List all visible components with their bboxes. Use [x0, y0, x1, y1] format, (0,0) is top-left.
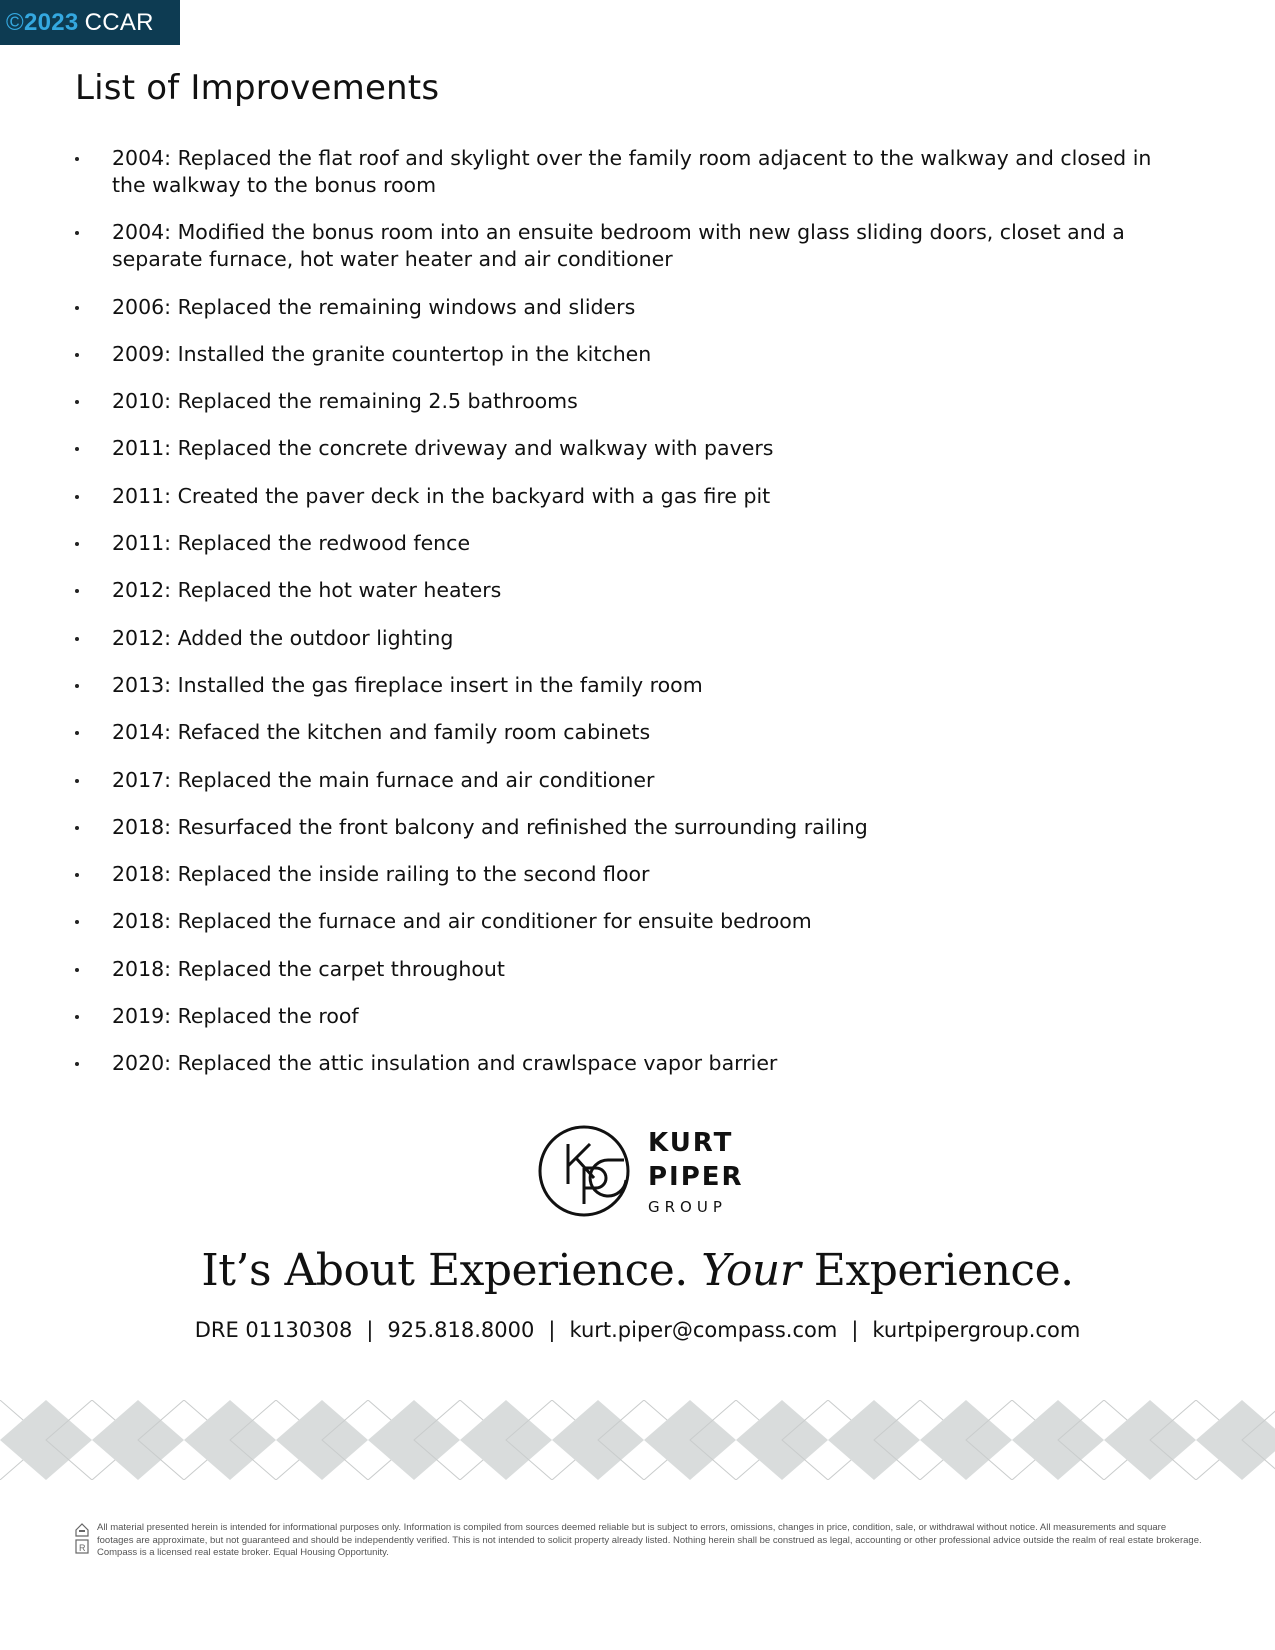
bullet-icon: [75, 826, 79, 830]
separator: |: [851, 1318, 859, 1342]
improvement-text: 2006: Replaced the remaining windows and sliders: [112, 294, 636, 319]
bullet-icon: [75, 637, 79, 641]
improvement-item: [75, 861, 1185, 888]
improvement-item: [75, 341, 1185, 368]
improvement-text: 2018: Replaced the furnace and air conditioner for ensuite bedroom: [112, 909, 812, 934]
improvement-text: 2019: Replaced the roof: [112, 1004, 359, 1029]
bullet-icon: [75, 400, 79, 404]
bullet-icon: [75, 495, 79, 499]
improvement-item: [75, 294, 1185, 321]
improvement-text: 2004: Replaced the flat roof and skylight over the family room adjacent to the walkway and closed in the walkway to the bonus room: [112, 146, 1152, 197]
improvement-text: 2010: Replaced the remaining 2.5 bathrooms: [112, 389, 578, 414]
improvement-text: 2009: Installed the granite countertop in the kitchen: [112, 341, 652, 366]
improvement-item: [75, 145, 1185, 199]
improvement-text: 2018: Resurfaced the front balcony and refinished the surrounding railing: [112, 814, 868, 839]
improvement-text: 2012: Replaced the hot water heaters: [112, 578, 502, 603]
improvement-item: [75, 388, 1185, 415]
improvement-item: [75, 814, 1185, 841]
bullet-icon: [75, 731, 79, 735]
bullet-icon: [75, 684, 79, 688]
improvement-text: 2020: Replaced the attic insulation and crawlspace vapor barrier: [112, 1051, 778, 1076]
contact-line: [0, 1318, 1275, 1342]
bullet-icon: [75, 779, 79, 783]
dre-number: DRE 01130308: [194, 1318, 353, 1342]
improvement-text: 2017: Replaced the main furnace and air conditioner: [112, 767, 655, 792]
improvement-text: 2011: Replaced the concrete driveway and walkway with pavers: [112, 436, 774, 461]
svg-text:R: R: [79, 1543, 86, 1553]
bullet-icon: [75, 306, 79, 310]
improvement-item: [75, 530, 1185, 557]
bullet-icon: [75, 353, 79, 357]
tagline-emphasis: Your: [701, 1245, 801, 1296]
improvement-item: [75, 435, 1185, 462]
website-link[interactable]: kurtpipergroup.com: [872, 1318, 1081, 1342]
improvement-item: [75, 956, 1185, 983]
phone-number[interactable]: 925.818.8000: [387, 1318, 535, 1342]
improvement-item: [75, 908, 1185, 935]
separator: |: [548, 1318, 556, 1342]
improvement-text: 2014: Refaced the kitchen and family room cabinets: [112, 720, 651, 745]
improvement-text: 2011: Created the paver deck in the backyard with a gas fire pit: [112, 483, 771, 508]
tagline: [0, 1245, 1275, 1296]
bullet-icon: [75, 157, 79, 161]
bullet-icon: [75, 447, 79, 451]
separator: |: [366, 1318, 374, 1342]
bullet-icon: [75, 873, 79, 877]
bullet-icon: [75, 1062, 79, 1066]
equal-housing-icon: [75, 1522, 89, 1558]
bullet-icon: [75, 231, 79, 235]
logo-line-group: GROUP: [648, 1198, 727, 1216]
improvement-text: 2004: Modified the bonus room into an ensuite bedroom with new glass sliding doors, closet and a separate furnace, hot water heater and air conditioner: [112, 220, 1125, 272]
diamond-pattern-band: [0, 1400, 1275, 1480]
bullet-icon: [75, 542, 79, 546]
logo-line-kurt: KURT: [648, 1128, 734, 1158]
logo-line-piper: PIPER: [648, 1162, 744, 1192]
improvement-text: 2011: Replaced the redwood fence: [112, 531, 471, 556]
copyright-badge: [0, 0, 180, 45]
improvement-text: 2012: Added the outdoor lighting: [112, 625, 454, 650]
page-title: List of Improvements: [75, 68, 440, 108]
copyright-org: CCAR: [84, 8, 154, 36]
improvement-text: 2018: Replaced the carpet throughout: [112, 956, 505, 981]
bullet-icon: [75, 920, 79, 924]
improvement-item: [75, 767, 1185, 794]
improvement-item: [75, 719, 1185, 746]
logo-wordmark: [648, 1126, 744, 1216]
improvement-item: [75, 625, 1185, 652]
improvement-item: [75, 483, 1185, 510]
improvements-list: [75, 145, 1185, 1098]
disclaimer-text: All material presented herein is intended for informational purposes only. Information is compiled from sources deemed reliable but is subject to errors, omissions, changes in price, condition, sale, or withdrawal without notice. All measurements and square footages are approximate, but not guaranteed and should be independently verified. This is not intended to solicit property already listed. Nothing herein shall be construed as legal, accounting or other professional advice outside the realm of real estate brokerage. Compass is a licensed real estate broker. Equal Housing Opportunity.: [97, 1522, 1202, 1558]
pattern-diamond: [1196, 1400, 1275, 1480]
tagline-part1: It’s About Experience.: [201, 1245, 702, 1296]
improvement-item: [75, 219, 1185, 273]
improvement-item: [75, 577, 1185, 604]
copyright-year: 2023: [23, 8, 79, 36]
bullet-icon: [75, 968, 79, 972]
improvement-text: 2013: Installed the gas fireplace insert in the family room: [112, 672, 703, 697]
improvement-item: [75, 1050, 1185, 1077]
improvement-item: [75, 672, 1185, 699]
tagline-part2: Experience.: [800, 1245, 1074, 1296]
copyright-symbol: ©: [6, 8, 24, 36]
bullet-icon: [75, 1015, 79, 1019]
email-link[interactable]: kurt.piper@compass.com: [569, 1318, 838, 1342]
disclaimer: [75, 1522, 1205, 1560]
improvement-text: 2018: Replaced the inside railing to the second floor: [112, 862, 650, 887]
bullet-icon: [75, 589, 79, 593]
improvement-item: [75, 1003, 1185, 1030]
